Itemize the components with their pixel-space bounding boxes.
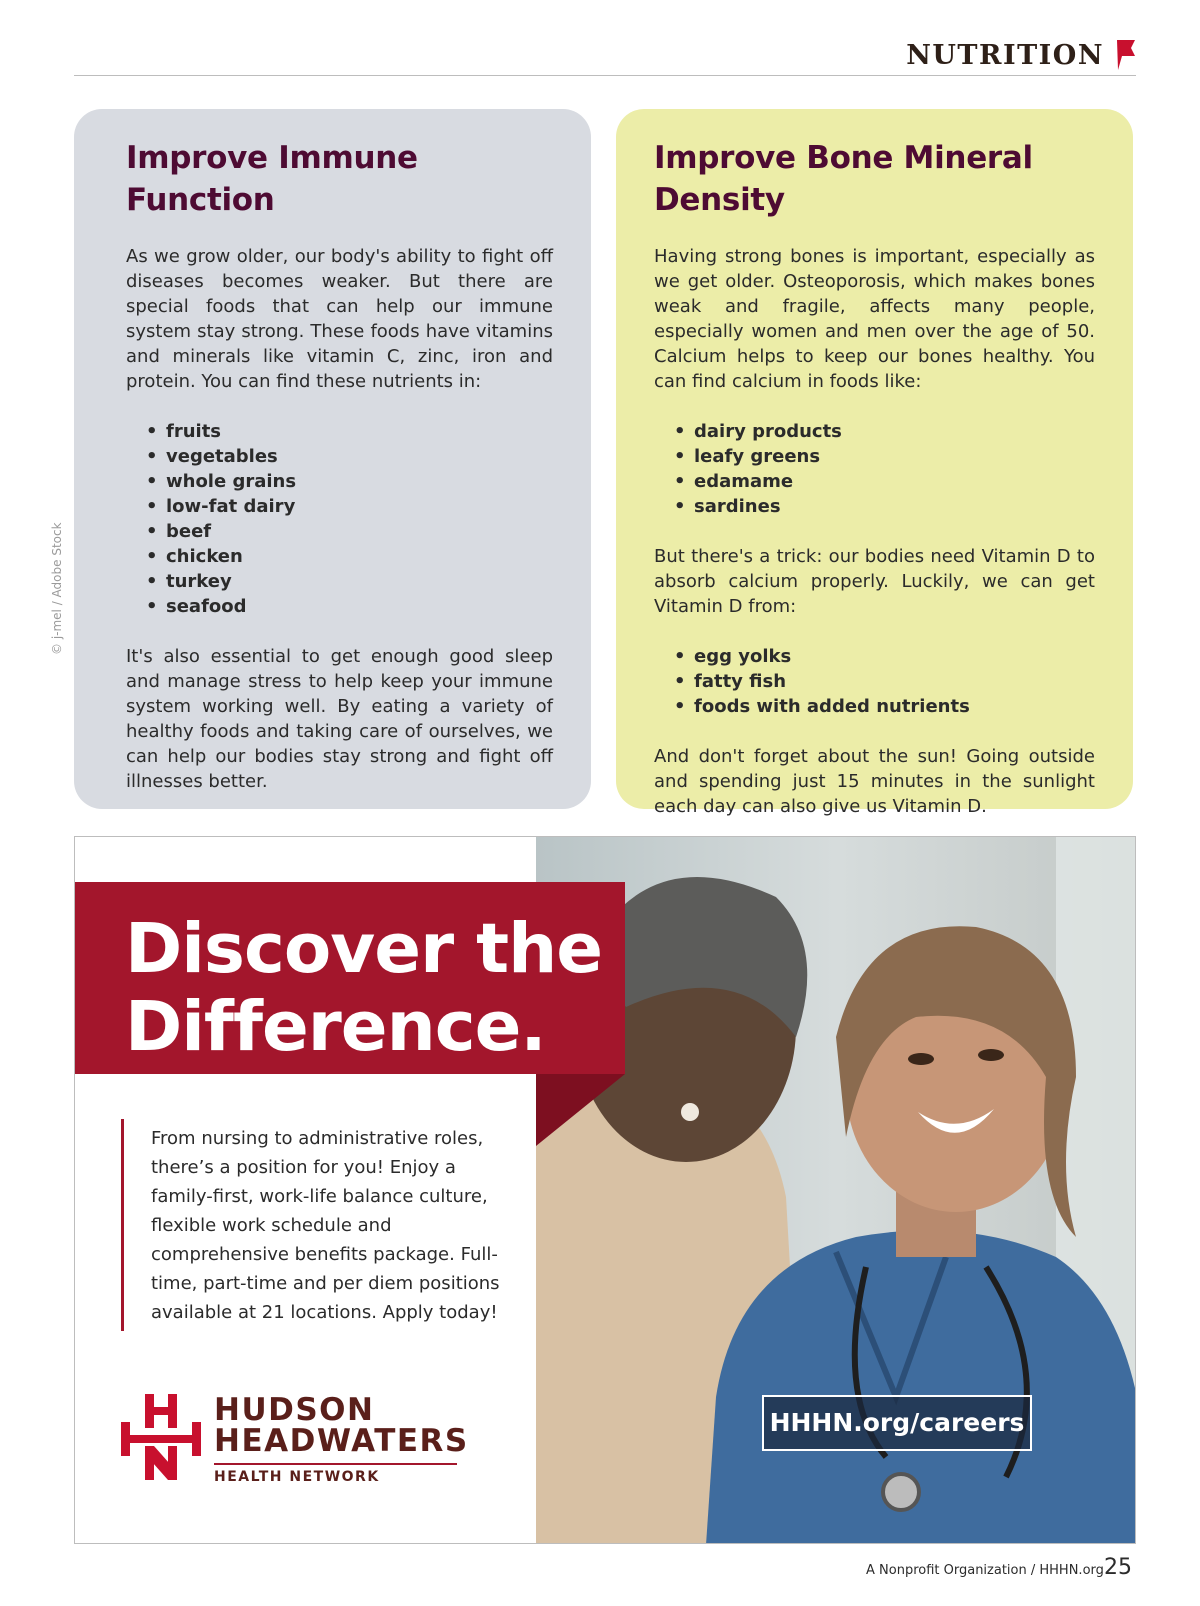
headline-line1: Discover the bbox=[125, 909, 603, 989]
careers-url-link[interactable]: HHHN.org/careers bbox=[762, 1395, 1032, 1451]
list-item: • turkey bbox=[146, 569, 553, 594]
section-header bbox=[74, 36, 1136, 76]
immune-card bbox=[74, 109, 591, 809]
logo-text-headwaters: HEADWATERS bbox=[214, 1423, 469, 1459]
bone-outro: And don't forget about the sun! Going outside and spending just 15 minutes in the sunlight each day can also give us Vitamin D. bbox=[654, 746, 1095, 817]
vitamin-d-food-list bbox=[674, 644, 1095, 719]
list-item: • beef bbox=[146, 519, 553, 544]
photo-credit: © j-mel / Adobe Stock bbox=[50, 522, 64, 655]
bone-middle: But there's a trick: our bodies need Vitamin D to absorb calcium properly. Luckily, we can get Vitamin D from: bbox=[654, 546, 1095, 617]
bone-title-line1: Improve Bone Mineral bbox=[654, 140, 1033, 176]
ad-headline bbox=[125, 910, 605, 1066]
bone-card bbox=[616, 109, 1133, 817]
page-number: 25 bbox=[1104, 1555, 1132, 1580]
logo-text-hudson: HUDSON bbox=[214, 1392, 375, 1428]
list-item: • edamame bbox=[674, 469, 1095, 494]
bone-intro: Having strong bones is important, especially as we get older. Osteoporosis, which makes bones weak and fragile, affects many people, especially women and men over the age of 50. Calcium helps to keep our bones healthy. You can find calcium in foods like: bbox=[654, 246, 1095, 392]
immune-intro: As we grow older, our body's ability to fight off diseases becomes weaker. But there are special foods that can help our immune system stay strong. These foods have vitamins and minerals like vitamin C, zinc, iron and protein. You can find these nutrients in: bbox=[126, 246, 553, 392]
bone-card-title bbox=[654, 137, 1095, 221]
banner-fold bbox=[536, 1074, 625, 1146]
calcium-food-list bbox=[674, 419, 1095, 519]
list-item: • foods with added nutrients bbox=[674, 694, 1095, 719]
list-item: • leafy greens bbox=[674, 444, 1095, 469]
immune-card-title bbox=[126, 137, 553, 221]
headline-line2: Difference. bbox=[125, 987, 546, 1067]
list-item: • whole grains bbox=[146, 469, 553, 494]
immune-outro: It's also essential to get enough good sleep and manage stress to help keep your immune system working well. By eating a variety of healthy foods and taking care of ourselves, we can help our bodies stay strong and fight off illnesses better. bbox=[126, 646, 553, 792]
list-item: • chicken bbox=[146, 544, 553, 569]
hudson-headwaters-logo bbox=[121, 1394, 481, 1484]
career-advertisement bbox=[74, 836, 1136, 1544]
immune-title-line2: Function bbox=[126, 182, 275, 218]
immune-food-list bbox=[146, 419, 553, 619]
bone-title-line2: Density bbox=[654, 182, 785, 218]
section-title: NUTRITION bbox=[906, 40, 1104, 71]
footer-text: A Nonprofit Organization / HHHN.org bbox=[866, 1563, 1104, 1578]
ad-body-text: From nursing to administrative roles, there’s a position for you! Enjoy a family-first, work-life balance culture, flexible work schedule and comprehensive benefits package. Full-time, part-time and per diem positions available at 21 locations. Apply today! bbox=[151, 1128, 500, 1323]
list-item: • seafood bbox=[146, 594, 553, 619]
list-item: • sardines bbox=[674, 494, 1095, 519]
list-item: • vegetables bbox=[146, 444, 553, 469]
logo-text-health-network: HEALTH NETWORK bbox=[214, 1469, 380, 1485]
logo-rule bbox=[214, 1463, 457, 1465]
body-accent-rule bbox=[121, 1119, 124, 1331]
list-item: • fatty fish bbox=[674, 669, 1095, 694]
hhn-logo-icon bbox=[121, 1394, 201, 1480]
list-item: • low-fat dairy bbox=[146, 494, 553, 519]
flag-icon bbox=[1114, 40, 1136, 70]
list-item: • dairy products bbox=[674, 419, 1095, 444]
immune-title-line1: Improve Immune bbox=[126, 140, 418, 176]
list-item: • fruits bbox=[146, 419, 553, 444]
list-item: • egg yolks bbox=[674, 644, 1095, 669]
